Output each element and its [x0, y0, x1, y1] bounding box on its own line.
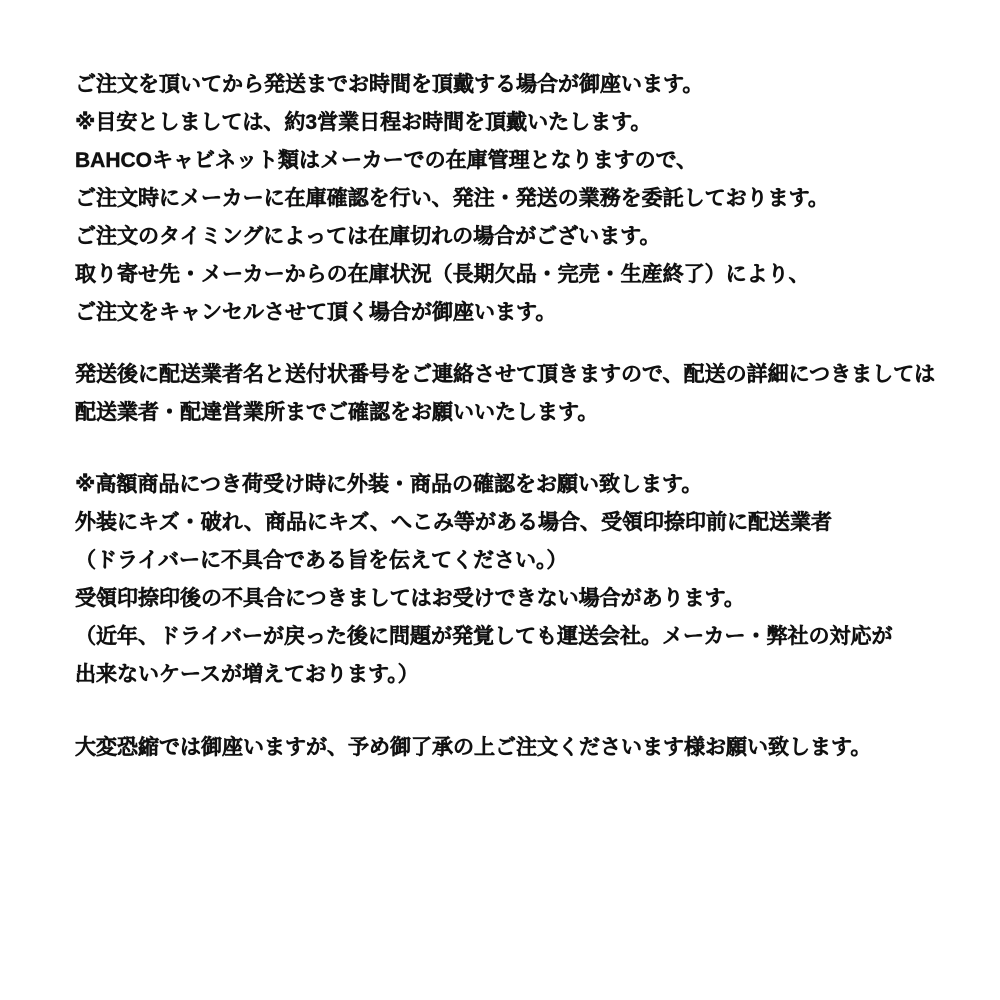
text-line: ご注文時にメーカーに在庫確認を行い、発注・発送の業務を委託しております。 — [75, 187, 829, 210]
text-line: ※高額商品につき荷受け時に外装・商品の確認をお願い致します。 — [75, 473, 703, 496]
paragraph-shipping-leadtime — [75, 66, 955, 332]
text-line: 取り寄せ先・メーカーからの在庫状況（長期欠品・完売・生産終了）により、 — [75, 263, 810, 286]
text-line: （ドライバーに不具合である旨を伝えてください。） — [75, 549, 568, 572]
text-line: ※目安としましては、約3営業日程お時間を頂戴いたします。 — [75, 111, 652, 134]
shipping-notice-text-block — [75, 66, 955, 767]
text-line: 受領印捺印後の不具合につきましてはお受けできない場合があります。 — [75, 587, 745, 610]
text-line: ご注文のタイミングによっては在庫切れの場合がございます。 — [75, 225, 661, 248]
text-line: 外装にキズ・破れ、商品にキズ、へこみ等がある場合、受領印捺印前に配送業者 — [75, 511, 833, 534]
paragraph-closing-request — [75, 729, 955, 767]
paragraph-inspection-request — [75, 466, 955, 694]
paragraph-tracking-info — [75, 356, 955, 432]
text-line: 出来ないケースが増えております。） — [75, 663, 419, 686]
text-line: 大変恐縮では御座いますが、予め御了承の上ご注文くださいます様お願い致します。 — [75, 736, 872, 759]
text-line: ご注文を頂いてから発送までお時間を頂戴する場合が御座います。 — [75, 73, 704, 96]
text-line: （近年、ドライバーが戻った後に問題が発覚しても運送会社。メーカー・弊社の対応が — [75, 625, 893, 648]
text-line: ご注文をキャンセルさせて頂く場合が御座います。 — [75, 301, 557, 324]
text-line: BAHCOキャビネット類はメーカーでの在庫管理となりますので、 — [75, 149, 698, 172]
text-line: 配送業者・配達営業所までご確認をお願いいたします。 — [75, 401, 599, 424]
text-line: 発送後に配送業者名と送付状番号をご連絡させて頂きますので、配送の詳細につきましては — [75, 363, 936, 386]
